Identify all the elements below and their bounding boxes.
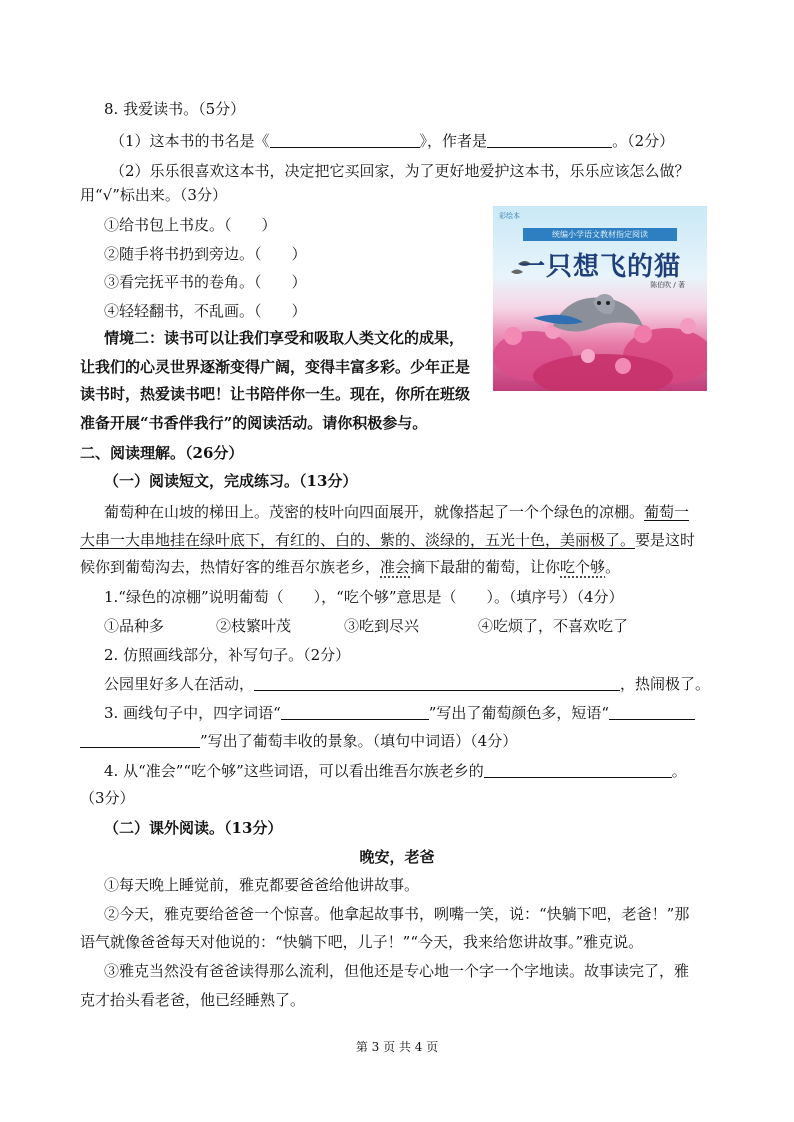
story-title: 晚安，老爸 xyxy=(359,848,435,866)
q2-prefix: 公园里好多人在活动， xyxy=(104,675,255,693)
passage-l2-text: 要是这时 xyxy=(635,531,696,549)
passage-line1 xyxy=(104,502,689,522)
q3-mid: ”写出了葡萄颜色多，短语“ xyxy=(428,704,610,722)
cover-series: 统编小学语文教材指定阅读 xyxy=(523,228,677,241)
q3-prefix: 3. 画线句子中，四字词语“ xyxy=(104,704,281,722)
story-line-5: 克才抬头看老爸，他已经睡熟了。 xyxy=(80,991,306,1009)
q1-option-3: ③吃到尽兴 xyxy=(344,617,420,635)
author-blank[interactable] xyxy=(487,133,612,148)
scenario2-line1: 情境二：读书可以让我们享受和吸取人类文化的成果， xyxy=(104,329,465,347)
book-title-blank[interactable] xyxy=(270,133,420,148)
cover-title: 一只想飞的猫 xyxy=(518,252,681,282)
cover-tag: 彩绘本 xyxy=(499,212,520,220)
passage-l1-text: 葡萄种在山坡的梯田上。茂密的枝叶向四面展开，就像搭起了一个个绿色的凉棚。 xyxy=(104,503,645,521)
q8-part2-line2: 用“√”标出来。（3分） xyxy=(80,186,227,204)
q8-title: 8. 我爱读书。（5分） xyxy=(104,100,246,118)
q8-part1 xyxy=(110,131,674,151)
q4-answer-blank[interactable] xyxy=(484,763,672,778)
passage-dotted-chigegou: 吃个够 xyxy=(560,558,606,576)
question-4-line1 xyxy=(104,761,687,781)
story-line-1: ①每天晚上睡觉前，雅克都要爸爸给他讲故事。 xyxy=(104,876,420,894)
q4-suffix: 。 xyxy=(671,762,687,780)
q2-suffix: ，热闹极了。 xyxy=(620,675,711,693)
page-footer: 第 3 页 共 4 页 xyxy=(355,1040,439,1054)
q1-option-2: ②枝繁叶茂 xyxy=(216,617,292,635)
cover-author: 陈伯吹 / 著 xyxy=(650,281,685,289)
q3-suffix: ”写出了葡萄丰收的景象。（填句中词语）（4分） xyxy=(200,732,518,750)
question-2: 2. 仿照画线部分，补写句子。（2分） xyxy=(104,646,351,664)
q3-four-char-blank[interactable] xyxy=(281,705,429,720)
passage-l2-underlined: 大串一大串地挂在绿叶底下，有红的、白的、紫的、淡绿的，五光十色，美丽极了。 xyxy=(80,531,636,549)
passage-l1-underlined: 葡萄一 xyxy=(644,503,690,521)
q8-option-3[interactable]: ③看完抚平书的卷角。（ ） xyxy=(104,273,307,291)
question-1: 1.“绿色的凉棚”说明葡萄（ ），“吃个够”意思是（ ）。（填序号）（4分） xyxy=(104,588,624,606)
scenario2-line4: 准备开展“书香伴我行”的阅读活动。请你积极参与。 xyxy=(80,414,428,432)
q3-phrase-blank-a[interactable] xyxy=(609,705,695,720)
passage-line3 xyxy=(80,557,620,577)
question-2-answer-line xyxy=(104,674,710,694)
passage-line2 xyxy=(80,530,695,550)
story-line-2: ②今天，雅克要给爸爸一个惊喜。他拿起故事书，咧嘴一笑，说：“快躺下吧，老爸！”那 xyxy=(104,905,690,923)
q8-part1-suffix: 。（2分） xyxy=(612,132,675,150)
q8-part2-line1: （2）乐乐很喜欢这本书，决定把它买回家，为了更好地爱护这本书，乐乐应该怎么做？ xyxy=(110,162,690,180)
passage-dotted-zhunhui: 准会 xyxy=(380,558,411,576)
scenario2-line3: 读书时，热爱读书吧！让书陪伴你一生。现在，你所在班级 xyxy=(80,385,471,403)
question-4-line2: （3分） xyxy=(80,789,135,807)
story-line-3: 语气就像爸爸每天对他说的：“快躺下吧，儿子！”“今天，我来给您讲故事。”雅克说。 xyxy=(80,933,644,951)
q8-option-4[interactable]: ④轻轻翻书，不乱画。（ ） xyxy=(104,302,307,320)
scenario2-line2: 让我们的心灵世界逐渐变得广阔，变得丰富多彩。少年正是 xyxy=(80,358,471,376)
part2-heading: （二）课外阅读。（13分） xyxy=(104,819,283,837)
q3-phrase-blank-b[interactable] xyxy=(80,733,200,748)
passage-l3-text-a: 候你到葡萄沟去，热情好客的维吾尔族老乡， xyxy=(80,558,381,576)
q8-part1-mid: 》，作者是 xyxy=(419,132,488,150)
q2-answer-blank[interactable] xyxy=(254,676,620,691)
passage-l3-text-b: 摘下最甜的葡萄，让你 xyxy=(410,558,561,576)
q1-option-4: ④吃烦了，不喜欢吃了 xyxy=(478,617,629,635)
question-3-line2 xyxy=(80,731,517,751)
q4-prefix: 4. 从“准会”“吃个够”这些词语，可以看出维吾尔族老乡的 xyxy=(104,762,484,780)
story-line-4: ③雅克当然没有爸爸读得那么流利，但他还是专心地一个字一个字地读。故事读完了，雅 xyxy=(104,962,690,980)
passage-l3-text-c: 。 xyxy=(605,558,621,576)
section2-heading: 二、阅读理解。（26分） xyxy=(80,444,244,462)
book-cover-image xyxy=(493,206,707,391)
part1-heading: （一）阅读短文，完成练习。（13分） xyxy=(104,472,358,490)
q1-option-1: ①品种多 xyxy=(104,617,165,635)
q8-part1-prefix: （1）这本书的书名是《 xyxy=(110,132,270,150)
q8-option-2[interactable]: ②随手将书扔到旁边。（ ） xyxy=(104,245,307,263)
q8-option-1[interactable]: ①给书包上书皮。（ ） xyxy=(104,216,277,234)
question-3-line1 xyxy=(104,703,695,723)
